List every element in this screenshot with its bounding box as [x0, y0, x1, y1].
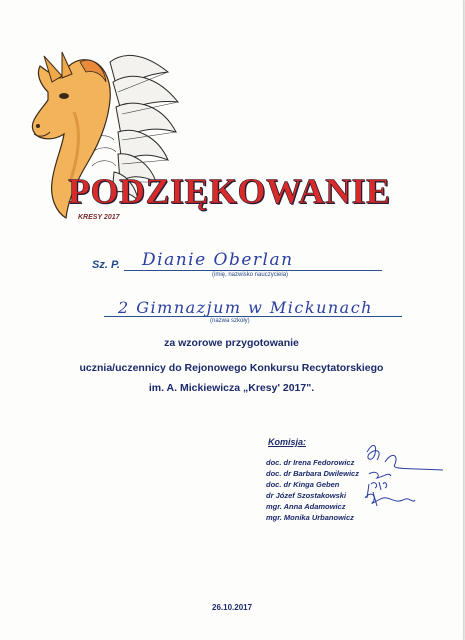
- committee-member: dr Józef Szostakowski: [266, 491, 347, 500]
- recipient-name-handwritten: Dianie Oberlan: [142, 250, 294, 270]
- school-handwritten: 2 Gimnazjum w Mickunach: [118, 298, 373, 317]
- school-caption: (nazwa szkoły): [210, 318, 250, 324]
- recipient-line: [124, 270, 382, 271]
- logo-label: KRESY 2017: [78, 214, 120, 221]
- body-line-1: za wzorowe przygotowanie: [164, 337, 299, 349]
- committee-member: doc. dr Kinga Geben: [266, 480, 340, 489]
- committee-member: mgr. Anna Adamowicz: [266, 502, 346, 511]
- committee-member: doc. dr Barbara Dwilewicz: [266, 469, 359, 478]
- issue-date: 26.10.2017: [212, 603, 253, 612]
- page-title: PODZIĘKOWANIE: [68, 171, 391, 211]
- body-line-2: ucznia/uczennicy do Rejonowego Konkursu Recytatorskiego: [79, 362, 384, 374]
- school-line: [104, 316, 402, 317]
- body-line-3: im. A. Mickiewicza „Kresy' 2017".: [148, 382, 315, 394]
- committee-member: doc. dr Irena Fedorowicz: [266, 458, 355, 467]
- committee-member: mgr. Monika Urbanowicz: [266, 513, 354, 522]
- recipient-prefix: Sz. P.: [92, 259, 120, 271]
- committee-title: Komisja:: [268, 437, 307, 447]
- recipient-caption: (imię, nazwisko nauczyciela): [212, 272, 289, 278]
- signatures-icon: [355, 440, 455, 520]
